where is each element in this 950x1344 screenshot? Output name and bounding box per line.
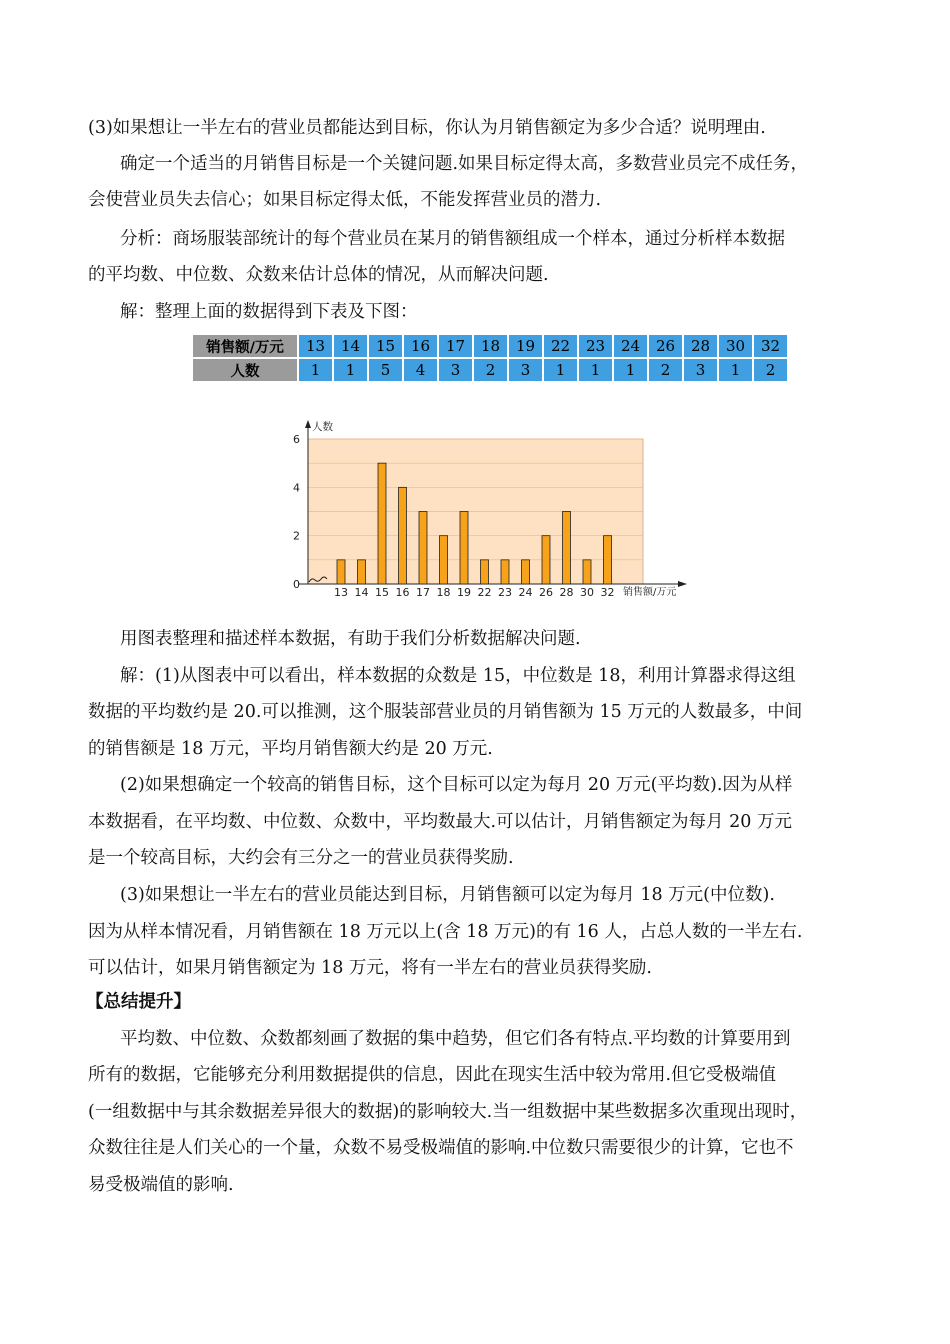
sales-data-table	[193, 335, 789, 383]
sales-bar-chart	[280, 412, 700, 607]
table-cell-count: 3	[438, 358, 473, 382]
table-cell-sales: 22	[543, 335, 578, 358]
table-cell-count: 3	[683, 358, 718, 382]
table-cell-sales: 32	[753, 335, 788, 358]
summary-line-1: 平均数、中位数、众数都刻画了数据的集中趋势，但它们各有特点.平均数的计算要用到	[120, 1029, 791, 1049]
intro-paragraph-line-2: 会使营业员失去信心；如果目标定得太低，不能发挥营业员的潜力.	[88, 190, 602, 210]
table-cell-count: 1	[613, 358, 648, 382]
bar	[604, 536, 612, 584]
question-3-text: (3)如果想让一半左右的营业员都能达到目标，你认为月销售额定为多少合适？说明理由.	[88, 118, 766, 138]
table-cell-count: 4	[403, 358, 438, 382]
table-cell-sales: 28	[683, 335, 718, 358]
intro-paragraph-line-1: 确定一个适当的月销售目标是一个关键问题.如果目标定得太高，多数营业员完不成任务，	[120, 154, 809, 174]
bar	[440, 536, 448, 584]
bar	[583, 560, 591, 584]
table-cell-count: 1	[718, 358, 753, 382]
table-row-sales	[193, 335, 788, 358]
x-tick-label: 17	[416, 586, 430, 599]
table-cell-count: 1	[333, 358, 368, 382]
x-tick-label: 28	[559, 586, 574, 599]
bar	[542, 536, 550, 584]
table-cell-sales: 16	[403, 335, 438, 358]
solution-3-line-1: (3)如果想让一半左右的营业员能达到目标，月销售额可以定为每月 18 万元(中位数).	[120, 885, 775, 905]
y-axis-label: 人数	[312, 421, 333, 433]
bar	[501, 560, 509, 584]
x-tick-label: 13	[334, 586, 348, 599]
table-cell-sales: 24	[613, 335, 648, 358]
solution-2-line-2: 本数据看，在平均数、中位数、众数中，平均数最大.可以估计，月销售额定为每月 20 万元	[88, 812, 792, 832]
y-axis-arrow	[305, 420, 311, 428]
y-tick-label: 4	[293, 481, 300, 495]
x-tick-label: 18	[436, 586, 451, 599]
table-row-counts	[193, 358, 788, 382]
table-cell-sales: 26	[648, 335, 683, 358]
bar	[563, 512, 571, 585]
bar	[481, 560, 489, 584]
summary-heading: 【总结提升】	[86, 992, 191, 1012]
bar	[522, 560, 530, 584]
summary-line-2: 所有的数据，它能够充分利用数据提供的信息，因此在现实生活中较为常用.但它受极端值	[88, 1065, 777, 1085]
solution-3-line-3: 可以估计，如果月销售额定为 18 万元，将有一半左右的营业员获得奖励.	[88, 958, 652, 978]
x-tick-label: 15	[375, 586, 389, 599]
table-cell-sales: 19	[508, 335, 543, 358]
x-tick-label: 19	[457, 586, 471, 599]
table-cell-count: 2	[648, 358, 683, 382]
bar	[460, 512, 468, 585]
table-cell-sales: 17	[438, 335, 473, 358]
table-cell-count: 3	[508, 358, 543, 382]
x-tick-label: 14	[354, 586, 369, 599]
table-cell-sales: 13	[298, 335, 333, 358]
x-tick-label: 22	[477, 586, 492, 599]
x-tick-label: 23	[498, 586, 512, 599]
y-tick-label: 6	[293, 433, 300, 446]
summary-line-4: 众数往往是人们关心的一个量，众数不易受极端值的影响.中位数只需要很少的计算，它也不	[88, 1138, 794, 1158]
table-cell-count: 5	[368, 358, 403, 382]
x-axis-label: 销售额/万元	[623, 587, 677, 598]
x-tick-label: 16	[395, 586, 410, 599]
analysis-paragraph-line-2: 的平均数、中位数、众数来估计总体的情况，从而解决问题.	[88, 265, 549, 285]
x-tick-label: 32	[600, 586, 615, 599]
x-tick-label: 24	[518, 586, 533, 599]
bar	[358, 560, 366, 584]
bar	[378, 463, 386, 584]
bar	[337, 560, 345, 584]
table-cell-sales: 18	[473, 335, 508, 358]
table-cell-count: 1	[578, 358, 613, 382]
table-cell-sales: 23	[578, 335, 613, 358]
y-tick-label: 2	[293, 529, 300, 543]
bar	[419, 512, 427, 585]
solution-1-line-2: 数据的平均数约是 20.可以推测，这个服装部营业员的月销售额为 15 万元的人数最多，中间	[88, 702, 803, 722]
solution-1-line-1: 解：(1)从图表中可以看出，样本数据的众数是 15，中位数是 18，利用计算器求得这组	[120, 666, 796, 686]
solution-3-line-2: 因为从样本情况看，月销售额在 18 万元以上(含 18 万元)的有 16 人，占总人数的一半左右.	[88, 922, 803, 942]
solution-1-line-3: 的销售额是 18 万元，平均月销售额大约是 20 万元.	[88, 739, 493, 759]
bar	[399, 487, 407, 584]
summary-line-5: 易受极端值的影响.	[88, 1175, 234, 1195]
table-header-count: 人数	[193, 358, 298, 382]
table-cell-count: 2	[753, 358, 788, 382]
table-cell-sales: 30	[718, 335, 753, 358]
after-chart-text: 用图表整理和描述样本数据，有助于我们分析数据解决问题.	[120, 629, 581, 649]
table-cell-count: 1	[298, 358, 333, 382]
x-axis-arrow	[678, 581, 687, 587]
table-cell-count: 1	[543, 358, 578, 382]
table-cell-sales: 15	[368, 335, 403, 358]
summary-line-3: (一组数据中与其余数据差异很大的数据)的影响较大.当一组数据中某些数据多次重现出现时，	[88, 1102, 808, 1122]
analysis-paragraph-line-1: 分析：商场服装部统计的每个营业员在某月的销售额组成一个样本，通过分析样本数据	[120, 229, 785, 249]
solution-2-line-1: (2)如果想确定一个较高的销售目标，这个目标可以定为每月 20 万元(平均数).因为从样	[120, 775, 793, 795]
x-tick-label: 30	[580, 586, 594, 599]
table-cell-sales: 14	[333, 335, 368, 358]
solution-2-line-3: 是一个较高目标，大约会有三分之一的营业员获得奖励.	[88, 848, 514, 868]
table-cell-count: 2	[473, 358, 508, 382]
y-tick-label: 0	[293, 578, 300, 591]
x-tick-label: 26	[539, 586, 553, 599]
table-header-sales: 销售额/万元	[193, 335, 298, 358]
solution-intro: 解：整理上面的数据得到下表及下图：	[120, 302, 418, 322]
